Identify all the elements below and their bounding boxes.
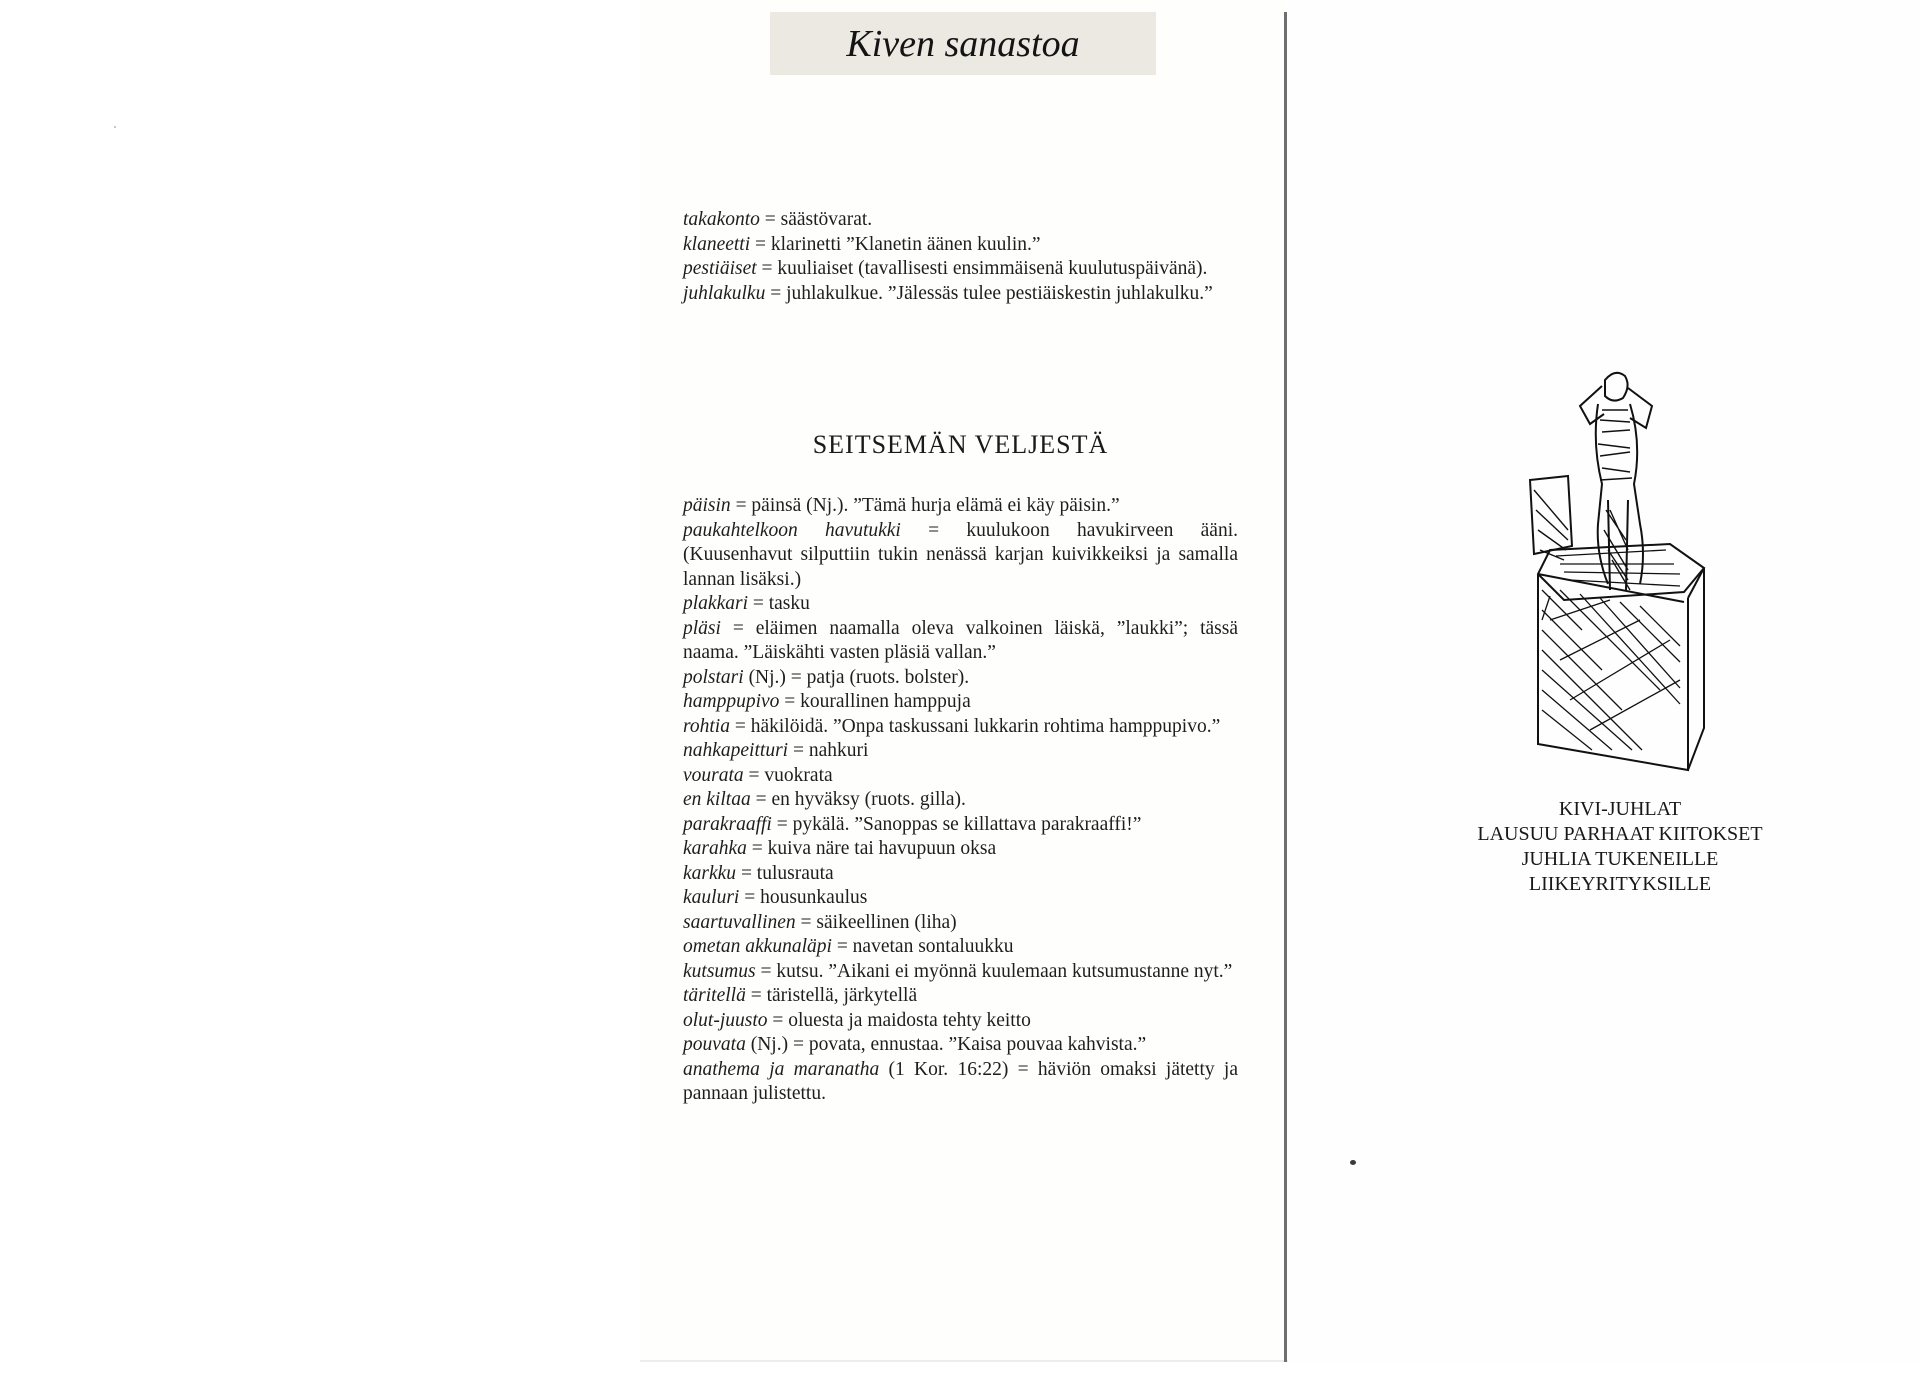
glossary-definition: (Nj.) = patja (ruots. bolster). xyxy=(743,666,970,688)
glossary-term: polstari xyxy=(683,666,744,688)
glossary-definition: = säästövarat. xyxy=(759,209,873,230)
glossary-definition: = navetan sontaluukku xyxy=(831,936,1014,957)
glossary-entry xyxy=(683,1009,1238,1034)
glossary-entry xyxy=(683,813,1238,838)
section-heading: SEITSEMÄN VELJESTÄ xyxy=(812,430,1109,459)
thanks-line: JUHLIA TUKENEILLE xyxy=(1521,848,1719,870)
glossary-term: klaneetti xyxy=(683,233,751,255)
glossary-entry xyxy=(683,208,1238,233)
glossary-entry xyxy=(683,837,1238,862)
glossary-definition: = päinsä (Nj.). ”Tämä hurja elämä ei käy päisin.” xyxy=(730,495,1120,516)
glossary-entry xyxy=(683,984,1238,1009)
glossary-entry xyxy=(683,788,1238,813)
glossary-term: pläsi xyxy=(683,617,721,639)
main-glossary xyxy=(683,494,1238,1107)
glossary-entry xyxy=(683,739,1238,764)
glossary-term: päisin xyxy=(683,495,731,516)
glossary-entry xyxy=(683,282,1238,307)
glossary-entry xyxy=(683,666,1238,691)
glossary-entry xyxy=(683,257,1238,282)
glossary-entry xyxy=(683,886,1238,911)
glossary-definition: = kuiva näre tai havupuun oksa xyxy=(746,838,997,859)
glossary-term: karahka xyxy=(683,838,747,859)
glossary-definition: = häkilöidä. ”Onpa taskussani lukkarin rohtima hamppupivo.” xyxy=(729,715,1221,737)
glossary-definition: = vuokrata xyxy=(743,764,833,786)
page-title: Kiven sanastoa xyxy=(846,22,1080,65)
glossary-entry xyxy=(683,862,1238,887)
scan-smudge xyxy=(1350,1160,1356,1165)
glossary-entry xyxy=(683,715,1238,740)
glossary-definition: (1 Kor. 16:22) = häviön omaksi jätetty ja pannaan julistettu. xyxy=(683,1058,1238,1104)
statue-sketch-icon xyxy=(1490,360,1740,780)
glossary-definition: = klarinetti ”Klanetin äänen kuulin.” xyxy=(750,233,1041,255)
glossary-definition: = täristellä, järkytellä xyxy=(745,985,918,1006)
glossary-entry xyxy=(683,935,1238,960)
glossary-term: pouvata xyxy=(683,1034,746,1055)
glossary-term: hamppupivo xyxy=(683,691,780,712)
glossary-entry xyxy=(683,233,1238,258)
intro-glossary xyxy=(683,208,1238,306)
glossary-definition: = juhlakulkue. ”Jälessäs tulee pestiäiskestin juhlakulku.” xyxy=(765,282,1213,304)
glossary-term: saartuvallinen xyxy=(683,911,796,933)
glossary-definition: = oluesta ja maidosta tehty keitto xyxy=(767,1009,1031,1031)
glossary-entry xyxy=(683,690,1238,715)
glossary-definition: = tulusrauta xyxy=(736,862,834,884)
glossary-term: ometan akkunaläpi xyxy=(683,936,832,957)
glossary-definition: (Nj.) = povata, ennustaa. ”Kaisa pouvaa kahvista.” xyxy=(745,1034,1147,1055)
glossary-term: vourata xyxy=(683,764,744,786)
glossary-definition: = kuulukoon havukirveen ääni. (Kuusenhavut silputtiin tukin nenässä karjan kuivikkeiksi ja samalla lannan lisäksi.) xyxy=(683,519,1238,590)
glossary-entry xyxy=(683,764,1238,789)
glossary-entry xyxy=(683,960,1238,985)
glossary-term: parakraaffi xyxy=(683,813,772,835)
thanks-line: KIVI-JUHLAT xyxy=(1558,798,1682,820)
glossary-definition: = eläimen naamalla oleva valkoinen läiskä, ”laukki”; tässä naama. ”Läiskähti vasten pläsiä vallan.” xyxy=(683,617,1238,663)
thanks-line: LAUSUU PARHAAT KIITOKSET xyxy=(1477,823,1763,845)
glossary-term: anathema ja maranatha xyxy=(683,1058,880,1080)
page-header xyxy=(770,12,1156,75)
glossary-entry xyxy=(683,592,1238,617)
glossary-definition: = en hyväksy (ruots. gilla). xyxy=(750,789,966,810)
glossary-entry xyxy=(683,519,1238,593)
booklet-spine xyxy=(1284,12,1287,1362)
glossary-term: nahkapeitturi xyxy=(683,740,789,761)
thanks-line: LIIKEYRITYKSILLE xyxy=(1528,873,1712,895)
glossary-term: pestiäiset xyxy=(683,258,757,279)
glossary-entry xyxy=(683,617,1238,666)
glossary-entry xyxy=(683,494,1238,519)
glossary-entry xyxy=(683,1033,1238,1058)
glossary-term: kauluri xyxy=(683,887,740,908)
glossary-term: takakonto xyxy=(683,209,760,230)
glossary-term: plakkari xyxy=(683,593,748,614)
glossary-entry xyxy=(683,1058,1238,1107)
glossary-term: juhlakulku xyxy=(683,282,766,304)
glossary-term: paukahtelkoon havutukki xyxy=(683,519,901,541)
glossary-entry xyxy=(683,911,1238,936)
glossary-term: en kiltaa xyxy=(683,789,751,810)
glossary-term: täritellä xyxy=(683,985,746,1006)
glossary-definition: = kourallinen hamppuja xyxy=(779,691,971,712)
glossary-definition: = pykälä. ”Sanoppas se killattava parakraaffi!” xyxy=(771,813,1142,835)
glossary-definition: = kutsu. ”Aikani ei myönnä kuulemaan kutsumustanne nyt.” xyxy=(755,960,1233,982)
page-bottom-edge xyxy=(640,1360,1288,1362)
scan-speck xyxy=(114,126,116,128)
glossary-definition: = housunkaulus xyxy=(739,887,868,908)
sponsor-thanks xyxy=(1420,797,1820,897)
glossary-definition: = nahkuri xyxy=(788,740,869,761)
glossary-term: karkku xyxy=(683,862,737,884)
glossary-definition: = kuuliaiset (tavallisesti ensimmäisenä kuulutuspäivänä). xyxy=(756,258,1208,279)
glossary-term: rohtia xyxy=(683,715,730,737)
glossary-term: olut-juusto xyxy=(683,1009,768,1031)
glossary-term: kutsumus xyxy=(683,960,756,982)
glossary-definition: = tasku xyxy=(747,593,810,614)
glossary-definition: = säikeellinen (liha) xyxy=(795,911,957,933)
